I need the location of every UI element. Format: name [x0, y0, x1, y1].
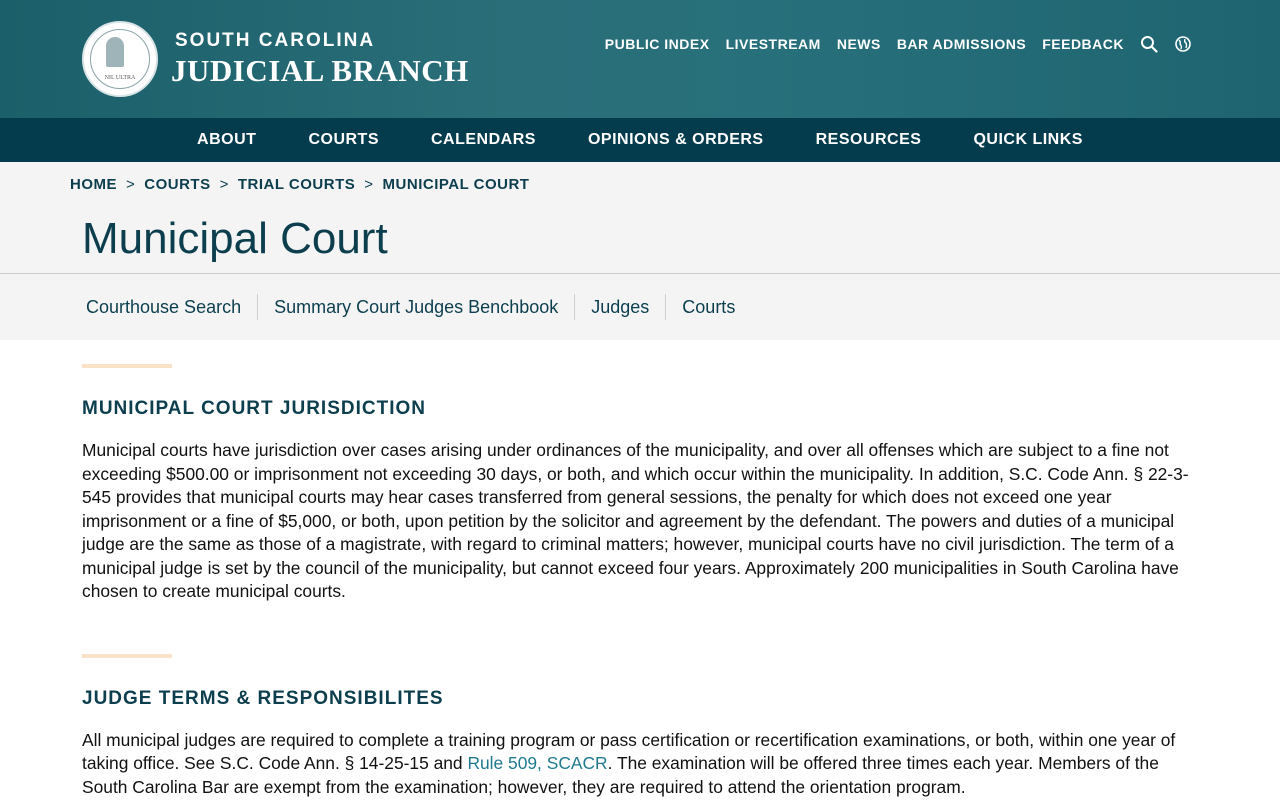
- subnav-judges[interactable]: Judges: [574, 294, 665, 320]
- breadcrumb-separator: >: [126, 175, 136, 193]
- utility-link-public-index[interactable]: PUBLIC INDEX: [604, 36, 710, 52]
- section-body-jurisdiction: Municipal courts have jurisdiction over cases arising under ordinances of the municipality, and over all offenses which are subject to a fine not exceeding $500.00 or imprisonment not exceeding 30 days, or both, and which occur within the municipality. In addition, S.C. Code Ann. § 22-3-545 provides that municipal courts may hear cases transferred from general sessions, the penalty for which does not exceed one year imprisonment or a fine of $5,000, or both, upon petition by the solicitor and agreement by the defendant. The powers and duties of a municipal judge are the same as those of a magistrate, with regard to criminal matters; however, municipal courts have no civil jurisdiction. The term of a municipal judge is set by the council of the municipality, but cannot exceed four years. Approximately 200 municipalities in South Carolina have chosen to create municipal courts.: [82, 440, 1189, 601]
- breadcrumb-current: MUNICIPAL COURT: [382, 175, 530, 193]
- state-seal-logo[interactable]: [82, 21, 158, 97]
- main-nav: [0, 118, 1280, 162]
- breadcrumb: [0, 162, 1280, 206]
- section-body-judge-terms: [82, 729, 1192, 800]
- subnav-courthouse-search[interactable]: Courthouse Search: [86, 297, 242, 317]
- utility-link-feedback[interactable]: FEEDBACK: [1042, 36, 1124, 52]
- page-title-area: [0, 206, 1280, 274]
- breadcrumb-separator: >: [364, 175, 374, 193]
- seal-figure-icon: [106, 37, 124, 67]
- utility-nav: [589, 35, 1192, 53]
- nav-item-calendars[interactable]: CALENDARS: [431, 131, 536, 148]
- section-heading-jurisdiction: MUNICIPAL COURT JURISDICTION: [82, 398, 426, 419]
- nav-item-courts[interactable]: COURTS: [308, 131, 379, 148]
- judge-terms-text-before: All municipal judges are required to complete a training program or pass certification or recertification examinations, or both, within one year of taking office. See S.C. Code Ann. § 14-25-15 and: [82, 729, 1176, 773]
- site-header: [0, 0, 1280, 118]
- section-subnav: [0, 274, 1280, 340]
- page-title: Municipal Court: [82, 214, 388, 263]
- subnav-courts[interactable]: Courts: [665, 294, 751, 320]
- brand-state-name[interactable]: SOUTH CAROLINA: [175, 30, 376, 51]
- nav-item-resources[interactable]: RESOURCES: [815, 131, 922, 148]
- utility-link-livestream[interactable]: LIVESTREAM: [725, 36, 821, 52]
- seal-motto: NIL ULTRA: [104, 75, 136, 81]
- breadcrumb-trial-courts[interactable]: TRIAL COURTS: [237, 175, 356, 193]
- nav-item-opinions-orders[interactable]: OPINIONS & ORDERS: [587, 131, 764, 148]
- section-divider: [82, 364, 172, 368]
- search-icon[interactable]: [1140, 35, 1158, 53]
- subnav-benchbook[interactable]: Summary Court Judges Benchbook: [257, 294, 574, 320]
- nav-item-quick-links[interactable]: QUICK LINKS: [973, 131, 1083, 148]
- section-heading-judge-terms: JUDGE TERMS & RESPONSIBILITES: [82, 687, 444, 709]
- main-content: [0, 364, 1280, 799]
- globe-icon[interactable]: [1174, 35, 1192, 53]
- brand-branch-name[interactable]: JUDICIAL BRANCH: [171, 53, 469, 88]
- nav-item-about[interactable]: ABOUT: [197, 131, 257, 148]
- utility-link-bar-admissions[interactable]: BAR ADMISSIONS: [896, 36, 1027, 52]
- section-divider: [82, 654, 172, 658]
- judge-terms-text-after: . The examination will be offered three times each year. Members of the South Carolina Bar are exempt from the examination; however, they are required to attend the orientation program.: [82, 753, 1159, 797]
- breadcrumb-courts[interactable]: COURTS: [144, 175, 211, 193]
- breadcrumb-home[interactable]: HOME: [70, 175, 117, 193]
- rule-509-link[interactable]: Rule 509, SCACR: [467, 753, 608, 773]
- utility-link-news[interactable]: NEWS: [836, 36, 881, 52]
- breadcrumb-separator: >: [219, 175, 229, 193]
